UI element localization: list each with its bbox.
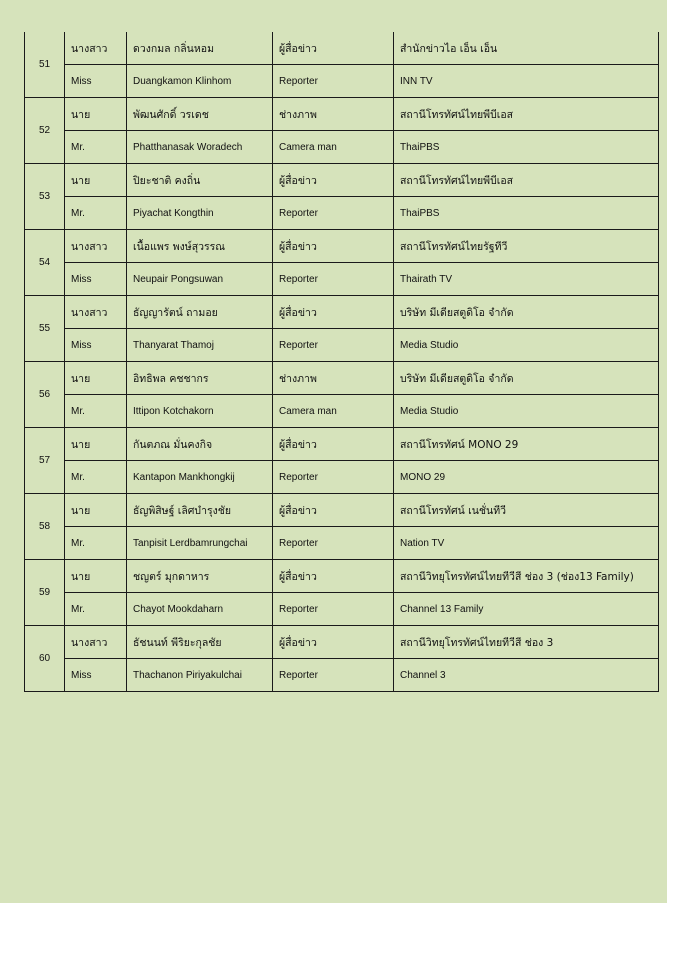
roster-body [25, 32, 659, 692]
thai-title-cell: นาย [65, 494, 127, 527]
thai-title-cell: นางสาว [65, 626, 127, 659]
thai-name-cell: อิทธิพล คชชากร [127, 362, 273, 395]
english-name-cell: Kantapon Mankhongkij [127, 461, 273, 494]
english-role-cell: Reporter [273, 593, 394, 626]
entry-number: 51 [25, 32, 65, 98]
english-role-cell: Reporter [273, 659, 394, 692]
english-org-cell: Nation TV [394, 527, 659, 560]
english-name-cell: Tanpisit Lerdbamrungchai [127, 527, 273, 560]
thai-role-cell: ผู้สื่อข่าว [273, 230, 394, 263]
english-name-cell: Piyachat Kongthin [127, 197, 273, 230]
english-role-cell: Reporter [273, 197, 394, 230]
entry-number: 54 [25, 230, 65, 296]
thai-name-cell: ธัชนนท์ พีริยะกุลชัย [127, 626, 273, 659]
thai-title-cell: นางสาว [65, 230, 127, 263]
table-row [25, 428, 659, 461]
table-row [25, 362, 659, 395]
english-org-cell: ThaiPBS [394, 131, 659, 164]
thai-name-cell: พัฒนศักดิ์ วรเดช [127, 98, 273, 131]
entry-number: 56 [25, 362, 65, 428]
table-row [25, 626, 659, 659]
table-row [25, 263, 659, 296]
thai-name-cell: ดวงกมล กลิ่นหอม [127, 32, 273, 65]
english-org-cell: MONO 29 [394, 461, 659, 494]
thai-title-cell: นาย [65, 428, 127, 461]
table-row [25, 395, 659, 428]
thai-role-cell: ผู้สื่อข่าว [273, 560, 394, 593]
table-row [25, 560, 659, 593]
english-title-cell: Miss [65, 329, 127, 362]
english-name-cell: Chayot Mookdaharn [127, 593, 273, 626]
table-row [25, 32, 659, 65]
thai-org-cell: สถานีโทรทัศน์ไทยพีบีเอส [394, 98, 659, 131]
table-row [25, 593, 659, 626]
english-role-cell: Reporter [273, 461, 394, 494]
thai-name-cell: ปิยะชาติ คงถิ่น [127, 164, 273, 197]
table-row [25, 461, 659, 494]
thai-org-cell: สำนักข่าวไอ เอ็น เอ็น [394, 32, 659, 65]
english-org-cell: Channel 13 Family [394, 593, 659, 626]
entry-number: 60 [25, 626, 65, 692]
thai-role-cell: ผู้สื่อข่าว [273, 626, 394, 659]
thai-org-cell: สถานีวิทยุโทรทัศน์ไทยทีวีสี ช่อง 3 [394, 626, 659, 659]
english-title-cell: Mr. [65, 197, 127, 230]
table-row [25, 494, 659, 527]
english-role-cell: Reporter [273, 263, 394, 296]
english-title-cell: Mr. [65, 527, 127, 560]
table-row [25, 329, 659, 362]
thai-title-cell: นางสาว [65, 32, 127, 65]
thai-role-cell: ผู้สื่อข่าว [273, 32, 394, 65]
english-role-cell: Camera man [273, 395, 394, 428]
journalist-roster-table [24, 32, 659, 692]
thai-org-cell: สถานีโทรทัศน์ เนชั่นทีวี [394, 494, 659, 527]
entry-number: 53 [25, 164, 65, 230]
table-row [25, 131, 659, 164]
thai-title-cell: นาย [65, 560, 127, 593]
thai-org-cell: บริษัท มีเดียสตูดิโอ จำกัด [394, 362, 659, 395]
thai-role-cell: ผู้สื่อข่าว [273, 428, 394, 461]
entry-number: 58 [25, 494, 65, 560]
thai-name-cell: กันตภณ มั่นคงกิจ [127, 428, 273, 461]
english-role-cell: Reporter [273, 527, 394, 560]
thai-title-cell: นาย [65, 98, 127, 131]
thai-role-cell: ผู้สื่อข่าว [273, 494, 394, 527]
thai-name-cell: เนื้อแพร พงษ์สุวรรณ [127, 230, 273, 263]
table-row [25, 296, 659, 329]
table-row [25, 527, 659, 560]
thai-role-cell: ช่างภาพ [273, 362, 394, 395]
entry-number: 59 [25, 560, 65, 626]
table-row [25, 230, 659, 263]
table-row [25, 98, 659, 131]
english-org-cell: Channel 3 [394, 659, 659, 692]
english-role-cell: Reporter [273, 65, 394, 98]
english-title-cell: Miss [65, 263, 127, 296]
table-row [25, 164, 659, 197]
english-title-cell: Miss [65, 659, 127, 692]
english-title-cell: Miss [65, 65, 127, 98]
english-role-cell: Reporter [273, 329, 394, 362]
english-title-cell: Mr. [65, 131, 127, 164]
table-row [25, 659, 659, 692]
table-row [25, 197, 659, 230]
english-org-cell: Thairath TV [394, 263, 659, 296]
english-role-cell: Camera man [273, 131, 394, 164]
thai-role-cell: ช่างภาพ [273, 98, 394, 131]
english-org-cell: Media Studio [394, 395, 659, 428]
english-name-cell: Ittipon Kotchakorn [127, 395, 273, 428]
thai-title-cell: นาย [65, 164, 127, 197]
english-title-cell: Mr. [65, 461, 127, 494]
english-name-cell: Phatthanasak Woradech [127, 131, 273, 164]
english-org-cell: Media Studio [394, 329, 659, 362]
thai-name-cell: ธัญญารัตน์ ถามอย [127, 296, 273, 329]
english-org-cell: INN TV [394, 65, 659, 98]
thai-org-cell: สถานีวิทยุโทรทัศน์ไทยทีวีสี ช่อง 3 (ช่อง13 Family) [394, 560, 659, 593]
thai-role-cell: ผู้สื่อข่าว [273, 296, 394, 329]
entry-number: 52 [25, 98, 65, 164]
thai-role-cell: ผู้สื่อข่าว [273, 164, 394, 197]
english-title-cell: Mr. [65, 395, 127, 428]
thai-title-cell: นางสาว [65, 296, 127, 329]
english-org-cell: ThaiPBS [394, 197, 659, 230]
english-name-cell: Neupair Pongsuwan [127, 263, 273, 296]
thai-name-cell: ธัญพิสิษฐ์ เลิศบำรุงชัย [127, 494, 273, 527]
thai-title-cell: นาย [65, 362, 127, 395]
thai-org-cell: สถานีโทรทัศน์ MONO 29 [394, 428, 659, 461]
english-name-cell: Thanyarat Thamoj [127, 329, 273, 362]
entry-number: 55 [25, 296, 65, 362]
english-name-cell: Thachanon Piriyakulchai [127, 659, 273, 692]
thai-org-cell: สถานีโทรทัศน์ไทยรัฐทีวี [394, 230, 659, 263]
entry-number: 57 [25, 428, 65, 494]
table-row [25, 65, 659, 98]
thai-org-cell: บริษัท มีเดียสตูดิโอ จำกัด [394, 296, 659, 329]
english-name-cell: Duangkamon Klinhom [127, 65, 273, 98]
thai-org-cell: สถานีโทรทัศน์ไทยพีบีเอส [394, 164, 659, 197]
english-title-cell: Mr. [65, 593, 127, 626]
thai-name-cell: ชญตร์ มุกดาหาร [127, 560, 273, 593]
